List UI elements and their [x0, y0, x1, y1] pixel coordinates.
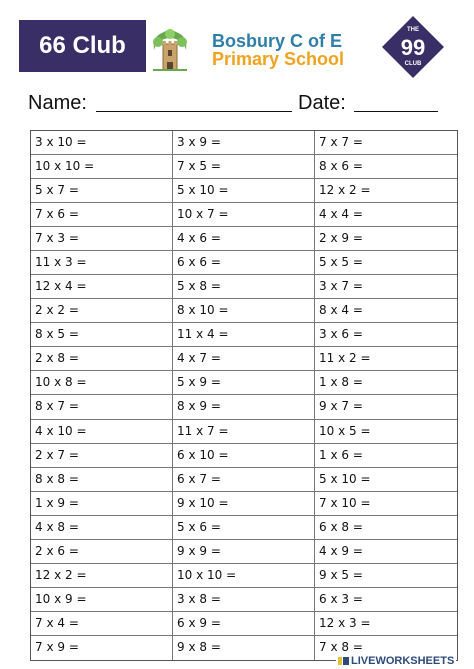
date-label: Date: [298, 92, 346, 114]
question-cell[interactable]: 9 x 8 = [173, 636, 315, 660]
liveworksheets-logo-icon [338, 656, 349, 666]
question-cell[interactable]: 8 x 9 = [173, 395, 315, 419]
question-cell[interactable]: 4 x 4 = [315, 203, 457, 227]
question-cell[interactable]: 7 x 6 = [31, 203, 173, 227]
question-cell[interactable]: 10 x 10 = [31, 155, 173, 179]
question-cell[interactable]: 10 x 7 = [173, 203, 315, 227]
question-cell[interactable]: 8 x 6 = [315, 155, 457, 179]
name-label: Name: [28, 92, 87, 114]
club-title-box [19, 20, 146, 72]
question-cell[interactable]: 11 x 4 = [173, 323, 315, 347]
question-cell[interactable]: 7 x 5 = [173, 155, 315, 179]
question-cell[interactable]: 12 x 2 = [315, 179, 457, 203]
question-cell[interactable]: 2 x 8 = [31, 347, 173, 371]
question-cell[interactable]: 11 x 3 = [31, 251, 173, 275]
question-cell[interactable]: 5 x 9 = [173, 371, 315, 395]
question-cell[interactable]: 8 x 10 = [173, 299, 315, 323]
question-cell[interactable]: 5 x 10 = [173, 179, 315, 203]
school-name-line1: Bosbury C of E [212, 31, 343, 51]
question-cell[interactable]: 8 x 5 = [31, 323, 173, 347]
times-table-grid [30, 130, 458, 661]
question-cell[interactable]: 5 x 10 = [315, 468, 457, 492]
question-cell[interactable]: 10 x 9 = [31, 588, 173, 612]
watermark [336, 654, 456, 668]
question-cell[interactable]: 1 x 6 = [315, 444, 457, 468]
question-cell[interactable]: 5 x 6 = [173, 516, 315, 540]
question-cell[interactable]: 10 x 10 = [173, 564, 315, 588]
school-name [212, 32, 344, 68]
question-cell[interactable]: 9 x 5 = [315, 564, 457, 588]
question-cell[interactable]: 6 x 3 = [315, 588, 457, 612]
question-cell[interactable]: 9 x 10 = [173, 492, 315, 516]
question-cell[interactable]: 10 x 8 = [31, 371, 173, 395]
question-cell[interactable]: 6 x 10 = [173, 444, 315, 468]
watermark-text: LIVEWORKSHEETS [351, 655, 455, 667]
question-cell[interactable]: 2 x 9 = [315, 227, 457, 251]
question-cell[interactable]: 5 x 7 = [31, 179, 173, 203]
question-cell[interactable]: 7 x 10 = [315, 492, 457, 516]
date-line[interactable] [354, 111, 438, 112]
question-cell[interactable]: 11 x 7 = [173, 420, 315, 444]
question-cell[interactable]: 4 x 6 = [173, 227, 315, 251]
question-cell[interactable]: 3 x 8 = [173, 588, 315, 612]
99-club-badge-icon [381, 15, 445, 79]
question-cell[interactable]: 7 x 7 = [315, 131, 457, 155]
question-cell[interactable]: 2 x 7 = [31, 444, 173, 468]
question-cell[interactable]: 8 x 7 = [31, 395, 173, 419]
question-cell[interactable]: 3 x 9 = [173, 131, 315, 155]
question-cell[interactable]: 5 x 5 = [315, 251, 457, 275]
question-cell[interactable]: 7 x 4 = [31, 612, 173, 636]
question-cell[interactable]: 10 x 5 = [315, 420, 457, 444]
question-cell[interactable]: 3 x 7 = [315, 275, 457, 299]
question-cell[interactable]: 1 x 9 = [31, 492, 173, 516]
name-date-row [28, 92, 448, 116]
question-cell[interactable]: 4 x 8 = [31, 516, 173, 540]
question-cell[interactable]: 8 x 4 = [315, 299, 457, 323]
school-name-line2: Primary School [212, 49, 345, 69]
question-cell[interactable]: 6 x 6 = [173, 251, 315, 275]
question-cell[interactable]: 12 x 3 = [315, 612, 457, 636]
question-cell[interactable]: 2 x 6 = [31, 540, 173, 564]
badge-small-text: THE [407, 27, 419, 33]
question-cell[interactable]: 6 x 8 = [315, 516, 457, 540]
question-cell[interactable]: 4 x 7 = [173, 347, 315, 371]
question-cell[interactable]: 12 x 4 = [31, 275, 173, 299]
question-cell[interactable]: 2 x 2 = [31, 299, 173, 323]
question-cell[interactable]: 8 x 8 = [31, 468, 173, 492]
school-logo-icon [150, 28, 190, 72]
club-title: 66 Club [39, 32, 126, 59]
question-cell[interactable]: 9 x 9 = [173, 540, 315, 564]
question-cell[interactable]: 3 x 10 = [31, 131, 173, 155]
question-cell[interactable]: 6 x 7 = [173, 468, 315, 492]
badge-number: 99 [400, 35, 426, 60]
question-cell[interactable]: 5 x 8 = [173, 275, 315, 299]
question-cell[interactable]: 9 x 7 = [315, 395, 457, 419]
question-cell[interactable]: 12 x 2 = [31, 564, 173, 588]
question-cell[interactable]: 11 x 2 = [315, 347, 457, 371]
question-cell[interactable]: 7 x 9 = [31, 636, 173, 660]
question-cell[interactable]: 4 x 10 = [31, 420, 173, 444]
question-cell[interactable]: 7 x 3 = [31, 227, 173, 251]
question-cell[interactable]: 6 x 9 = [173, 612, 315, 636]
question-cell[interactable]: 7 x 8 = [319, 639, 363, 654]
name-line[interactable] [96, 111, 292, 112]
question-cell[interactable]: 1 x 8 = [315, 371, 457, 395]
badge-bottom-text: CLUB [404, 61, 422, 67]
question-cell[interactable]: 4 x 9 = [315, 540, 457, 564]
question-cell[interactable]: 3 x 6 = [315, 323, 457, 347]
